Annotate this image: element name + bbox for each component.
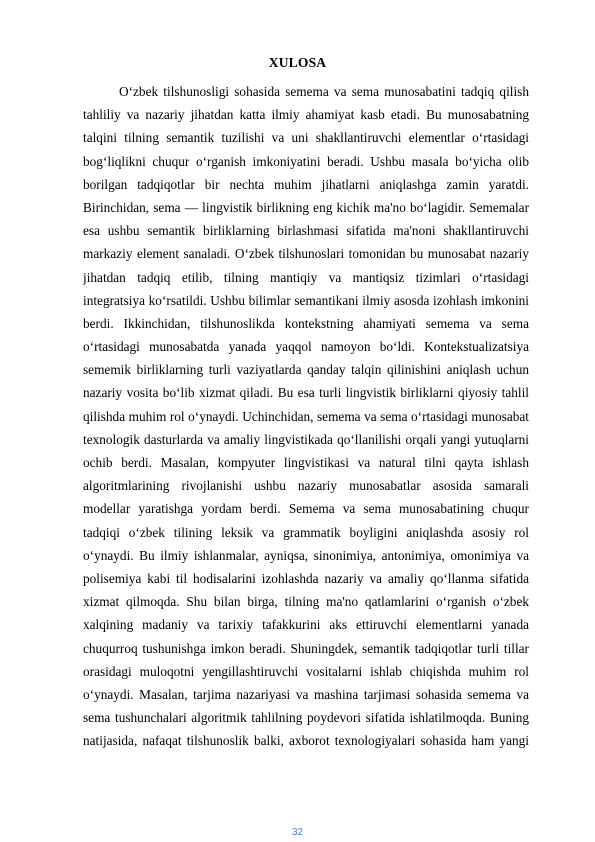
text-line: algoritmlarining rivojlanishi ushbu nazariy munosabatlar asosida samarali — [83, 478, 529, 494]
text-line: ochib berdi. Masalan, kompyuter lingvistikasi va natural tilni qayta ishlash — [83, 455, 529, 470]
text-line: Birinchidan, sema — lingvistik birlikning eng kichik ma'no bo‘lagidir. Sememalar — [83, 199, 529, 215]
text-line: bog‘liqlikni chuqur o‘rganish imkoniyatini beradi. Ushbu masala bo‘yicha olib — [83, 153, 529, 169]
text-line: o‘rtasidagi munosabatda yanada yaqqol namoyon bo‘ldi. Kontekstualizatsiya — [83, 339, 529, 355]
text-line: tadqiqi o‘zbek tilining leksik va grammatik boyligini aniqlashda asosiy rol — [83, 524, 529, 540]
text-line: orasidagi muloqotni yengillashtiruvchi vositalarni ishlab chiqishda muhim rol — [83, 663, 529, 679]
text-line: polisemiya kabi til hodisalarini izohlashda nazariy va amaliy qo‘llanma sifatida — [83, 570, 529, 586]
text-line: sema tushunchalari algoritmik tahlilning poydevori sifatida ishlatilmoqda. Buning — [83, 710, 529, 726]
text-line: o‘ynaydi. Bu ilmiy ishlanmalar, ayniqsa, sinonimiya, antonimiya, omonimiya va — [83, 547, 529, 563]
text-line: jihatdan tadqiq etilib, tilning mantiqiy va mantiqsiz tizimlari o‘rtasidagi — [83, 269, 529, 285]
text-line: o‘ynaydi. Masalan, tarjima nazariyasi va mashina tarjimasi sohasida semema va — [83, 686, 529, 702]
body-paragraph — [83, 80, 529, 752]
text-line: markaziy element sanaladi. O‘zbek tilshunoslari tomonidan bu munosabat nazariy — [83, 246, 529, 262]
text-line: nazariy vosita bo‘lib xizmat qiladi. Bu esa turli lingvistik birliklarni qiyosiy tahlil — [83, 385, 529, 401]
text-line: qilishda muhim rol o‘ynaydi. Uchinchidan, semema va sema o‘rtasidagi munosabat — [83, 408, 529, 424]
text-line: natijasida, nafaqat tilshunoslik balki, axborot texnologiyalari sohasida ham yangi — [83, 733, 529, 749]
text-line: chuqurroq tushunishga imkon beradi. Shuningdek, semantik tadqiqotlar turli tillar — [83, 640, 529, 656]
text-line: xalqining madaniy va tarixiy tafakkurini aks ettiruvchi elementlarni yanada — [83, 617, 529, 633]
text-line: texnologik dasturlarda va amaliy lingvistikada qo‘llanilishi orqali yangi yutuqlarni — [83, 431, 529, 447]
page-number: 32 — [291, 827, 304, 838]
text-line: tahliliy va nazariy jihatdan katta ilmiy ahamiyat kasb etadi. Bu munosabatning — [83, 107, 529, 123]
text-line: xizmat qilmoqda. Shu bilan birga, tilning ma'no qatlamlarini o‘rganish o‘zbek — [83, 594, 529, 610]
text-line: berdi. Ikkinchidan, tilshunoslikda kontekstning ahamiyati semema va sema — [83, 315, 529, 331]
text-line: esa ushbu semantik birliklarning birlashmasi sifatida ma'noni shakllantiruvchi — [83, 223, 529, 239]
text-line: borilgan tadqiqotlar bir nechta muhim jihatlarni aniqlashga zamin yaratdi. — [83, 176, 529, 192]
text-line: sememik birliklarning turli vaziyatlarda qanday talqin qilinishini aniqlash uchun — [83, 362, 529, 378]
page-title: XULOSA — [268, 55, 327, 70]
text-line: talqini tilning semantik tuzilishi va uni shakllantiruvchi elementlar o‘rtasidagi — [83, 130, 529, 146]
text-line: modellar yaratishga yordam berdi. Sememа va sema munosabatining chuqur — [83, 501, 529, 517]
text-line: integratsiya ko‘rsatildi. Ushbu bilimlar semantikani ilmiy asosda izohlash imkonini — [83, 292, 529, 308]
text-line: O‘zbek tilshunosligi sohasida semema va sema munosabatini tadqiq qilish — [119, 84, 529, 99]
